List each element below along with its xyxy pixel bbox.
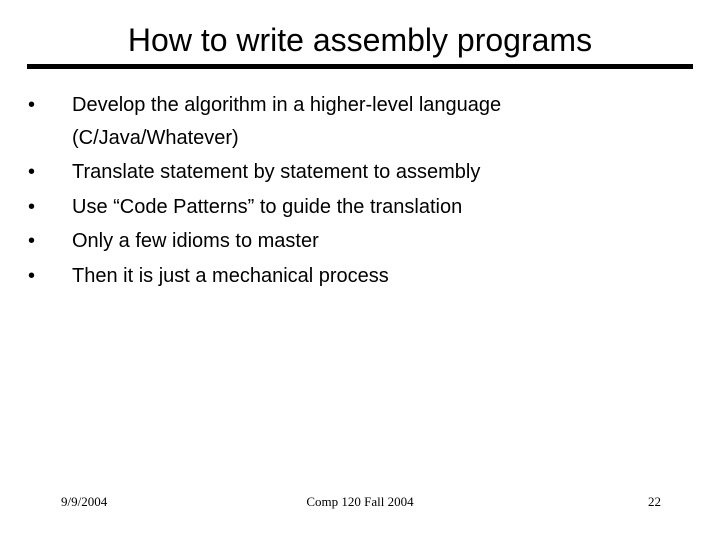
slide-title: How to write assembly programs [127, 22, 593, 58]
bullet-item [28, 155, 668, 190]
bullet-icon: • [28, 264, 36, 287]
bullet-item [28, 259, 668, 294]
bullet-icon: • [28, 230, 36, 252]
title-divider [27, 64, 693, 69]
bullet-text: Use “Code Patterns” to guide the translation [72, 195, 463, 218]
bullet-icon: • [28, 195, 36, 218]
bullet-item [28, 224, 668, 259]
bullet-item [28, 89, 668, 155]
bullet-item [28, 190, 668, 225]
footer-date: 9/9/2004 [61, 494, 108, 509]
bullet-text: Only a few idioms to master [72, 230, 319, 252]
bullet-list [28, 89, 668, 293]
footer-course-label: Comp 120 Fall 2004 [306, 494, 414, 509]
bullet-text: Translate statement by statement to assembly [72, 161, 481, 183]
bullet-icon: • [28, 94, 36, 116]
bullet-icon: • [28, 161, 36, 183]
bullet-text: Develop the algorithm in a higher-level language (C/Java/Whatever) [72, 94, 502, 149]
bullet-text: Then it is just a mechanical process [72, 264, 389, 287]
footer-page-number: 22 [648, 494, 661, 509]
